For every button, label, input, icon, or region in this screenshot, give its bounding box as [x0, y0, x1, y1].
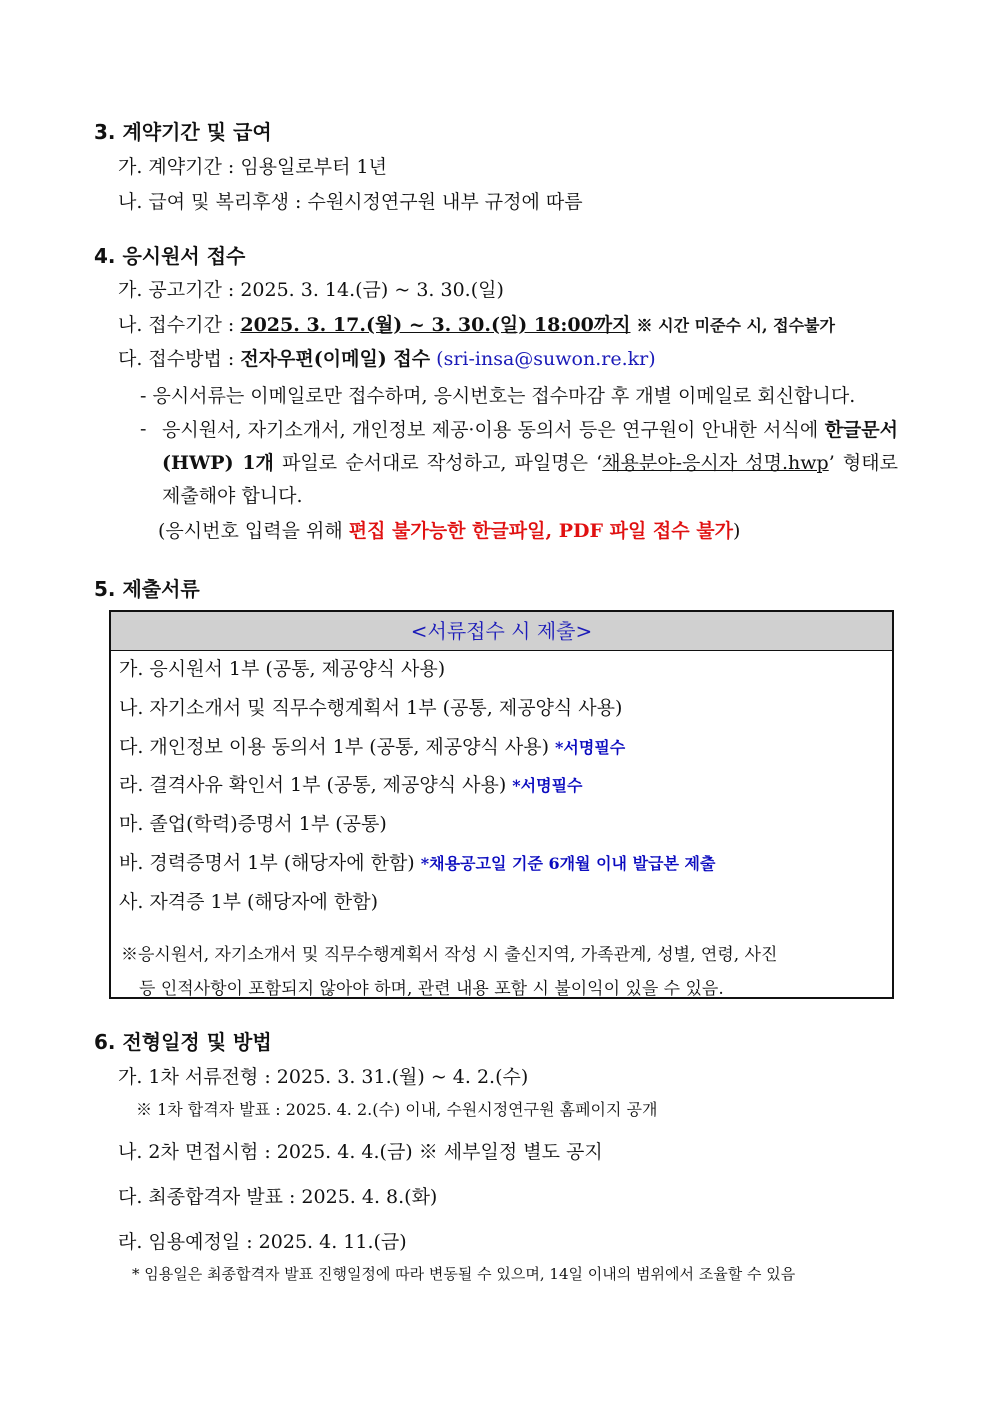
document-item-text: 사. 자격증 1부 (해당자에 한함) [119, 891, 379, 913]
bullet-file-format [162, 414, 898, 513]
document-item [119, 693, 622, 720]
applicant-number-note-a: (응시번호 입력을 위해 [158, 520, 349, 542]
section-3-heading: 3. 계약기간 및 급여 [94, 120, 272, 144]
document-item [119, 654, 445, 681]
reception-method-line [118, 344, 656, 371]
bullet-file-format-text-c: 파일로 순서대로 작성하고, 파일명은 ‘ [273, 452, 603, 474]
section-5-heading: 5. 제출서류 [94, 577, 200, 601]
documents-footnote-line-2: 등 인적사항이 포함되지 않아야 하며, 관련 내용 포함 시 불이익이 있을 수 있음. [139, 979, 724, 999]
signature-required-note: *서명필수 [512, 776, 583, 795]
reception-period-label: 나. 접수기간 : [118, 314, 241, 336]
document-item [119, 770, 583, 797]
notice-period-line: 가. 공고기간 : 2025. 3. 14.(금) ~ 3. 30.(일) [118, 279, 504, 301]
signature-required-note: *서명필수 [555, 738, 626, 757]
section-6-heading: 6. 전형일정 및 방법 [94, 1030, 272, 1054]
contract-period-line: 가. 계약기간 : 임용일로부터 1년 [118, 156, 387, 178]
issue-date-note: *채용공고일 기준 6개월 이내 발급본 제출 [420, 854, 716, 873]
bullet-file-format-text-e: ’ 형태로 제출해야 합니다. [162, 452, 898, 507]
applicant-number-note-b: ) [732, 520, 741, 542]
documents-footnote-line-1: ※응시원서, 자기소개서 및 직무수행계획서 작성 시 출신지역, 가족관계, 성별, 연령, 사진 [121, 945, 778, 965]
bullet-file-name-pattern: 채용분야-응시자 성명.hwp [602, 452, 829, 474]
applicant-number-note-warning: 편집 불가능한 한글파일, PDF 파일 접수 불가 [348, 520, 733, 542]
bullet-dash: - [140, 418, 147, 440]
salary-line: 나. 급여 및 복리후생 : 수원시정연구원 내부 규정에 따름 [118, 191, 583, 213]
reception-period-note: ※ 시간 미준수 시, 접수불가 [636, 316, 835, 335]
reception-method-value: 전자우편(이메일) 접수 [240, 348, 431, 370]
reception-method-label: 다. 접수방법 : [118, 348, 241, 370]
bullet-file-format-text-a: 응시원서, 자기소개서, 개인정보 제공·이용 동의서 등은 연구원이 안내한 서식에 [162, 419, 825, 441]
reception-email: (sri-insa@suwon.re.kr) [436, 348, 656, 370]
section-4-heading: 4. 응시원서 접수 [94, 244, 246, 268]
document-item-text: 다. 개인정보 이용 동의서 1부 (공통, 제공양식 사용) [119, 736, 549, 758]
appointment-date-note: * 임용일은 최종합격자 발표 진행일정에 따라 변동될 수 있으며, 14일 이내의 범위에서 조율할 수 있음 [132, 1265, 796, 1283]
document-item-text: 마. 졸업(학력)증명서 1부 (공통) [119, 813, 387, 835]
reception-period-line [118, 310, 835, 337]
document-item-text: 나. 자기소개서 및 직무수행계획서 1부 (공통, 제공양식 사용) [119, 697, 623, 719]
document-item-text: 가. 응시원서 1부 (공통, 제공양식 사용) [119, 658, 446, 680]
document-screening-line: 가. 1차 서류전형 : 2025. 3. 31.(월) ~ 4. 2.(수) [118, 1066, 529, 1088]
bullet-email-only: - 응시서류는 이메일로만 접수하며, 응시번호는 접수마감 후 개별 이메일로 회신합니다. [140, 385, 856, 407]
document-item-text: 바. 경력증명서 1부 (해당자에 한함) [119, 852, 415, 874]
document-item [119, 848, 715, 875]
final-announcement-line: 다. 최종합격자 발표 : 2025. 4. 8.(화) [118, 1186, 438, 1208]
interview-line: 나. 2차 면접시험 : 2025. 4. 4.(금) ※ 세부일정 별도 공지 [118, 1141, 603, 1163]
applicant-number-note [158, 516, 740, 543]
document-item [119, 732, 625, 759]
documents-box [109, 610, 894, 999]
document-item [119, 887, 378, 914]
reception-period-value: 2025. 3. 17.(월) ~ 3. 30.(일) 18:00까지 [240, 314, 631, 336]
bullet-file-format-hwp: 한글문서(HWP) 1개 [162, 419, 898, 474]
document-item-text: 라. 결격사유 확인서 1부 (공통, 제공양식 사용) [119, 774, 507, 796]
appointment-date-line: 라. 임용예정일 : 2025. 4. 11.(금) [118, 1231, 407, 1253]
document-screening-note: ※ 1차 합격자 발표 : 2025. 4. 2.(수) 이내, 수원시정연구원 홈페이지 공개 [136, 1100, 658, 1119]
document-item [119, 809, 387, 836]
documents-box-title: <서류접수 시 제출> [111, 612, 892, 651]
